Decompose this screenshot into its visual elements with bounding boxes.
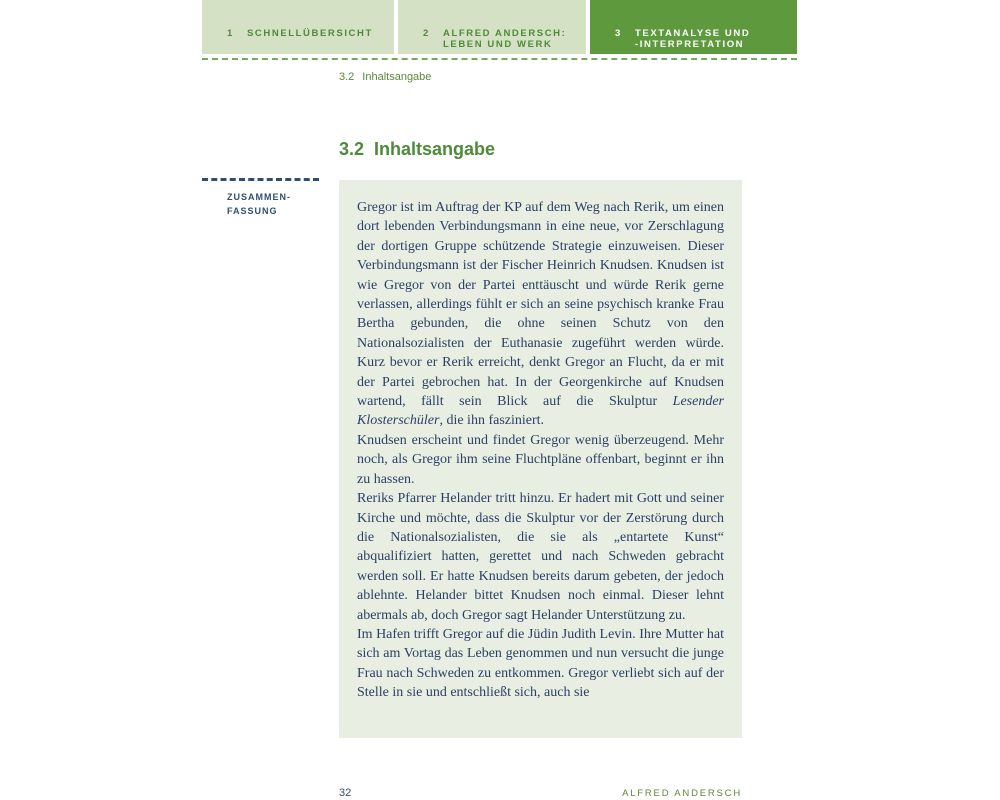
tab-schnelluebersicht[interactable] bbox=[202, 0, 394, 54]
summary-box bbox=[339, 180, 742, 738]
section-number: 3.2 bbox=[339, 139, 365, 159]
tab-label-line2: -INTERPRETATION bbox=[635, 39, 745, 50]
tab-number: 3 bbox=[615, 28, 622, 39]
summary-paragraph-2: Knudsen erscheint und findet Gregor wenig überzeugend. Mehr noch, als Gregor ihm seine Fluchtpläne offenbart, beginnt er ihn zu hassen. bbox=[357, 432, 724, 487]
tab-label-line1: ALFRED ANDERSCH: bbox=[443, 28, 567, 39]
tab-leben-und-werk[interactable] bbox=[398, 0, 586, 54]
margin-label-line1: ZUSAMMEN- bbox=[227, 192, 291, 202]
margin-label-line2: FASSUNG bbox=[227, 206, 278, 216]
tab-label: SCHNELLÜBERSICHT bbox=[247, 28, 373, 39]
tab-number: 2 bbox=[423, 28, 430, 39]
summary-paragraph-3: Reriks Pfarrer Helander tritt hinzu. Er hadert mit Gott und seiner Kirche und möchte, dass die Skulptur vor der Zerstörung durch die Nationalsozialisten, die sie als „entartete Kunst“ abqualifiziert hatten, gerettet und nach Schweden gebracht werden soll. Er hatte Knudsen bereits darum gebeten, der jedoch ablehnte. Helander bittet Knudsen noch einmal. Dieser lehnt abermals ab, doch Gregor sagt Helander Unterstützung zu. bbox=[357, 491, 724, 623]
tab-label-line1: TEXTANALYSE UND bbox=[635, 28, 751, 39]
section-title: Inhaltsangabe bbox=[374, 139, 496, 159]
tab-textanalyse[interactable] bbox=[590, 0, 797, 54]
footer-author: ALFRED ANDERSCH bbox=[622, 788, 742, 799]
sculpture-title: Lesender Klosterschüler bbox=[357, 394, 724, 429]
breadcrumb-title: Inhaltsangabe bbox=[362, 71, 432, 83]
paragraph-text: Gregor ist im Auftrag der KP auf dem Weg nach Rerik, um einen dort lebenden Verbindungsmann in eine neue, vor Zerschlagung der dortigen Gruppe schützende Strategie einzuweisen. Dieser Verbindungsmann ist der Fischer Heinrich Knudsen. Knudsen ist wie Gregor von der Partei enttäuscht und würde Rerik gerne verlassen, allerdings fühlt er sich an seine psychisch kranke Frau Bertha gebunden, die ohne seinen Schutz von den Nationalsozialisten der Euthanasie zugeführt werden würde. Kurz bevor er Rerik erreicht, denkt Gregor an Flucht, da er mit der Partei gebrochen hat. In der Georgenkirche auf Knudsen wartend, fällt sein Blick auf die Skulptur bbox=[357, 200, 724, 410]
paragraph-text: , die ihn fasziniert. bbox=[439, 413, 545, 429]
margin-label bbox=[227, 190, 291, 218]
breadcrumb-number: 3.2 bbox=[339, 71, 355, 83]
header-divider bbox=[202, 58, 797, 60]
section-heading bbox=[339, 139, 495, 160]
summary-paragraph-1 bbox=[357, 198, 724, 431]
tab-number: 1 bbox=[227, 28, 234, 39]
side-divider bbox=[202, 178, 319, 181]
summary-paragraph-4: Im Hafen trifft Gregor auf die Jüdin Judith Levin. Ihre Mutter hat sich am Vortag das Leben genommen und nun versucht die junge Frau nach Schweden zu entkommen. Gregor verliebt sich auf der Stelle in sie und entschließt sich, auch sie bbox=[357, 626, 724, 701]
page-number: 32 bbox=[339, 787, 352, 799]
breadcrumb bbox=[339, 71, 431, 83]
tab-label-line2: LEBEN UND WERK bbox=[443, 39, 553, 50]
